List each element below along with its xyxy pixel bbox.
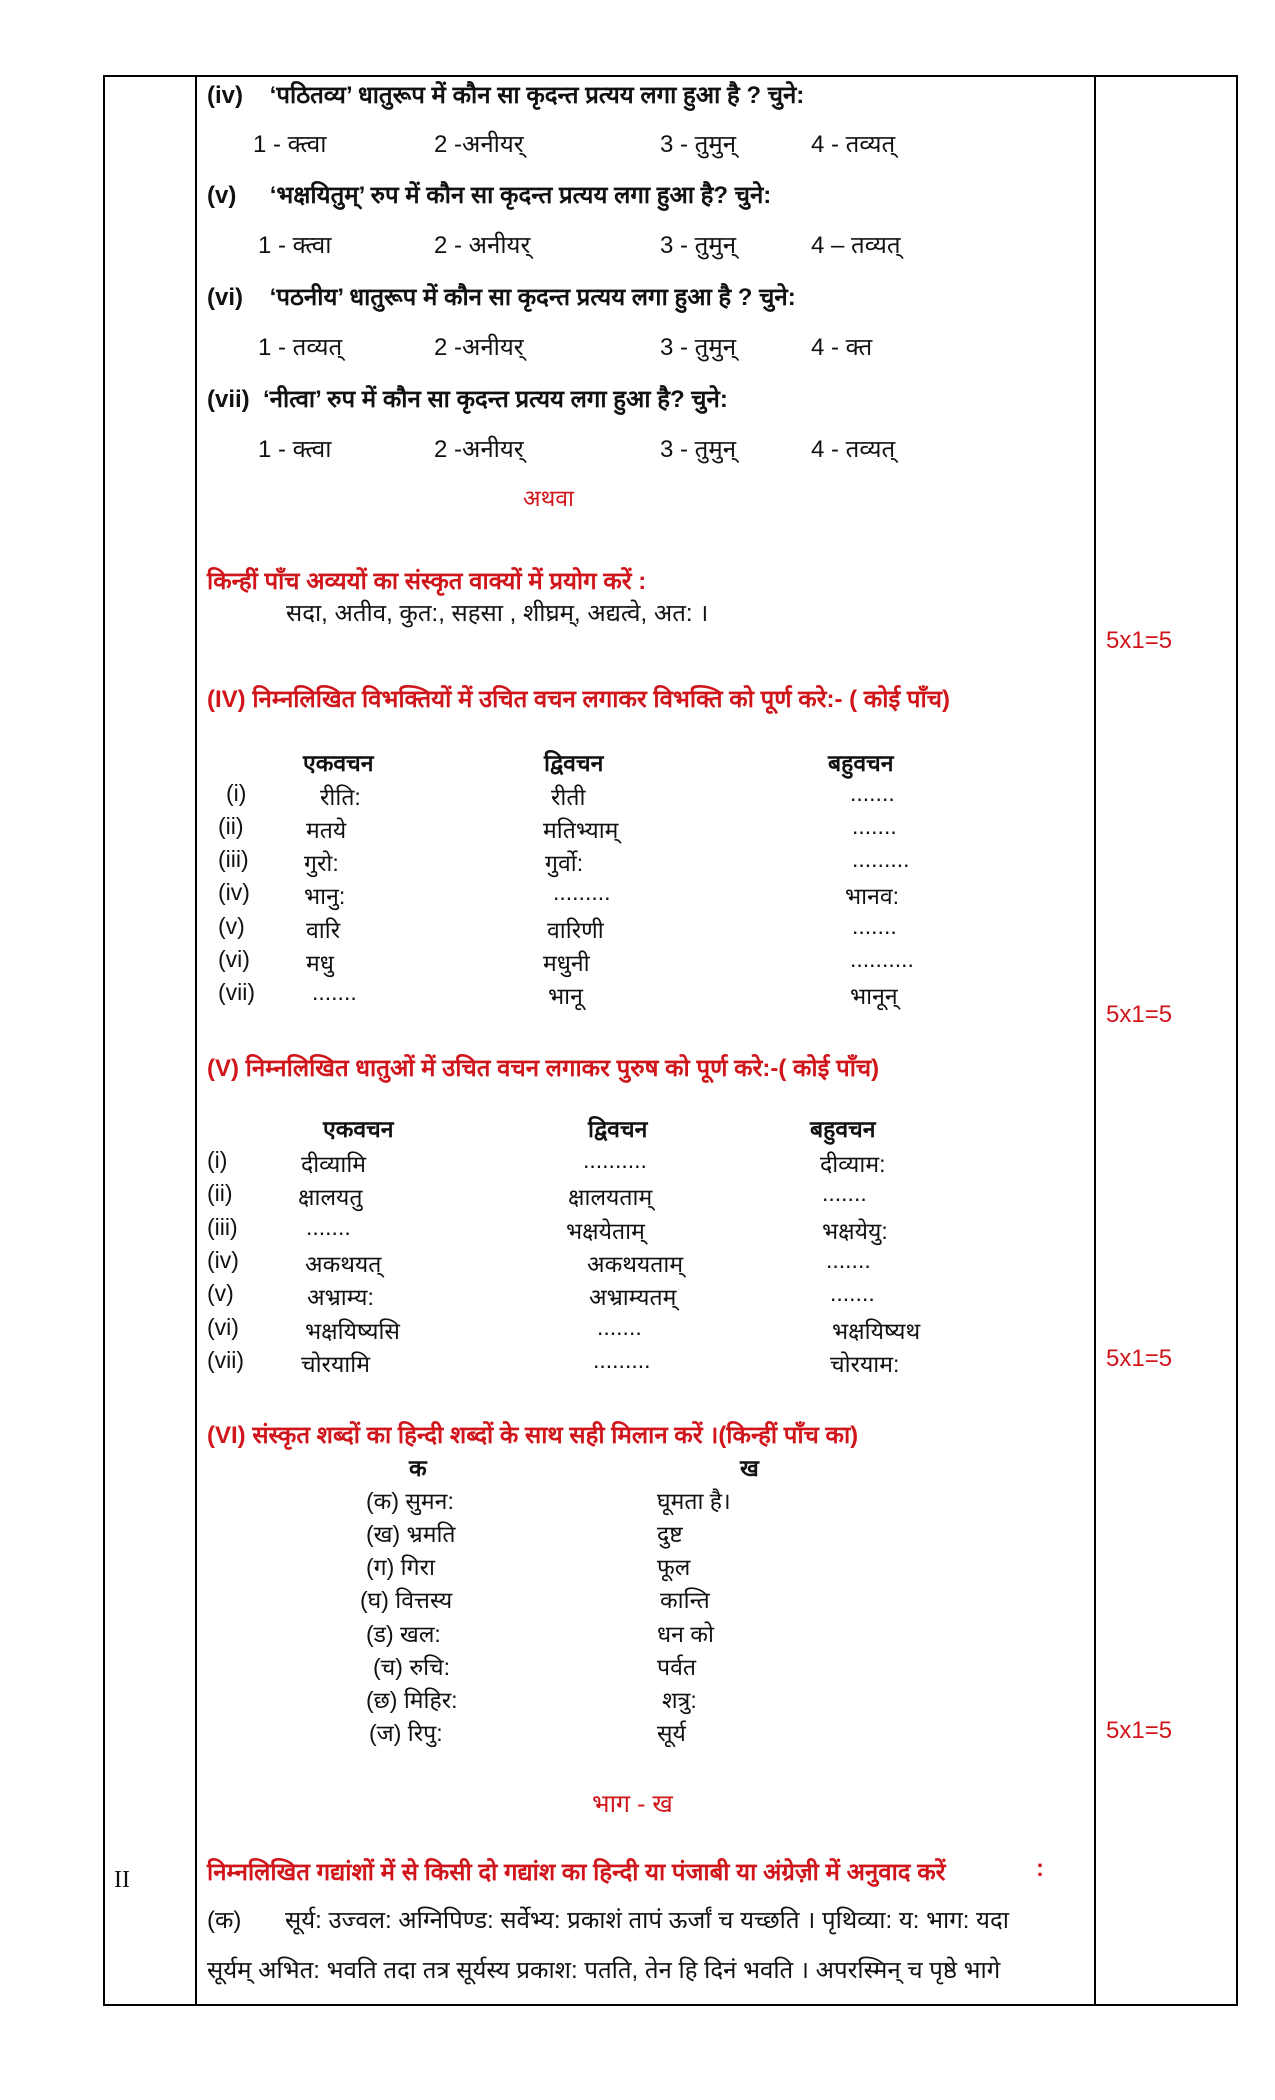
- mcq-question-iv: [207, 78, 804, 111]
- cell: मधु: [306, 950, 334, 976]
- match-term-sanskrit: (ग) गिरा: [366, 1554, 435, 1580]
- cell: दीव्याम:: [820, 1151, 886, 1177]
- mcq-option: 4 - तव्यत्: [811, 436, 896, 463]
- cell: .......: [852, 813, 897, 839]
- column-divider-left: [195, 75, 197, 2006]
- match-term-sanskrit: (क) सुमन:: [366, 1488, 454, 1514]
- cell: .......: [597, 1314, 642, 1340]
- mcq-question-vii: [207, 382, 728, 415]
- cell: अभ्राम्यतम्: [589, 1284, 677, 1310]
- row-number: (vi): [218, 946, 250, 972]
- cell: अकथयताम्: [587, 1251, 684, 1277]
- cell: भानून्: [850, 983, 898, 1009]
- mcq-option: 3 - तुमुन्: [660, 334, 737, 361]
- marks-label: 5x1=5: [1106, 1001, 1173, 1028]
- cell: गुर्वो:: [545, 850, 584, 876]
- mcq-option: 3 - तुमुन्: [660, 232, 737, 259]
- translation-heading-colon: :: [1036, 1855, 1044, 1882]
- passage-label: (क): [207, 1907, 242, 1934]
- match-term-hindi: फूल: [657, 1554, 691, 1580]
- cell: .......: [830, 1280, 875, 1306]
- cell: भक्षयिष्यथ: [832, 1318, 921, 1344]
- part-b-title: भाग - ख: [592, 1790, 673, 1818]
- match-term-hindi: शत्रु:: [662, 1687, 697, 1713]
- mcq-option: 2 -अनीयर्: [434, 436, 524, 463]
- cell: .......: [822, 1180, 867, 1206]
- match-term-sanskrit: (च) रुचि:: [373, 1654, 451, 1680]
- cell: .........: [593, 1347, 651, 1373]
- match-term-hindi: कान्ति: [660, 1587, 710, 1613]
- match-term-hindi: सूर्य: [657, 1720, 686, 1746]
- mcq-option: 1 - तव्यत्: [258, 334, 343, 361]
- match-term-hindi: दुष्ट: [657, 1521, 683, 1547]
- question-number: (vii): [207, 386, 250, 413]
- cell: क्षालयताम्: [568, 1184, 653, 1210]
- column-header-bahuvachan: बहुवचन: [810, 1116, 876, 1142]
- mcq-option: 1 - क्त्वा: [258, 436, 332, 463]
- match-term-sanskrit: (घ) वित्तस्य: [360, 1587, 453, 1613]
- mcq-question-v: [207, 178, 771, 211]
- purush-heading: (V) निम्नलिखित धातुओं में उचित वचन लगाकर पुरुष को पूर्ण करे:-( कोई पाँच): [207, 1055, 880, 1082]
- column-header-ka: क: [409, 1455, 427, 1481]
- section-number: II: [114, 1867, 130, 1893]
- column-header-kha: ख: [740, 1455, 759, 1481]
- cell: चोरयामि: [301, 1351, 370, 1377]
- match-term-hindi: घूमता है।: [657, 1488, 731, 1514]
- row-number: (ii): [218, 813, 244, 839]
- row-number: (v): [218, 913, 245, 939]
- match-term-sanskrit: (ड) खल:: [366, 1621, 441, 1647]
- row-number: (vii): [207, 1347, 245, 1373]
- cell: रीती: [551, 784, 586, 810]
- mcq-option: 2 -अनीयर्: [434, 334, 524, 361]
- mcq-option: 4 – तव्यत्: [811, 232, 901, 259]
- row-number: (vi): [207, 1314, 239, 1340]
- row-number: (iii): [218, 846, 249, 872]
- match-term-sanskrit: (ख) भ्रमति: [366, 1521, 456, 1547]
- cell: भक्षयेयु:: [822, 1218, 888, 1244]
- question-number: (iv): [207, 82, 243, 109]
- cell: ..........: [850, 946, 914, 972]
- row-number: (iii): [207, 1214, 238, 1240]
- marks-label: 5x1=5: [1106, 1345, 1173, 1372]
- cell: ..........: [583, 1147, 647, 1173]
- row-number: (v): [207, 1280, 234, 1306]
- cell: भानू: [548, 983, 583, 1009]
- column-header-bahuvachan: बहुवचन: [828, 750, 894, 776]
- column-divider-right: [1094, 75, 1096, 2006]
- row-number: (vii): [218, 979, 256, 1005]
- cell: दीव्यामि: [301, 1151, 367, 1177]
- cell: मतये: [306, 817, 347, 843]
- row-number: (i): [207, 1147, 228, 1173]
- column-header-dvivachan: द्विवचन: [544, 750, 604, 776]
- column-header-ekavachan: एकवचन: [303, 750, 374, 776]
- column-header-ekavachan: एकवचन: [323, 1116, 394, 1142]
- athava-divider: अथवा: [523, 485, 575, 511]
- cell: रीति:: [320, 784, 361, 810]
- passage-line: सूर्यम् अभित: भवति तदा तत्र सूर्यस्य प्रकाश: पतति, तेन हि दिनं भवति । अपरस्मिन् च पृष्ठे भागे: [207, 1957, 1001, 1984]
- matching-heading: (VI) संस्कृत शब्दों का हिन्दी शब्दों के साथ सही मिलान करें ।(किन्हीं पाँच का): [207, 1422, 859, 1449]
- mcq-option: 1 - क्त्वा: [258, 232, 332, 259]
- match-term-sanskrit: (छ) मिहिर:: [366, 1687, 458, 1713]
- cell: .........: [852, 846, 910, 872]
- cell: .......: [826, 1247, 871, 1273]
- passage-line: सूर्य: उज्वल: अग्निपिण्ड: सर्वेभ्य: प्रकाशं तापं ऊर्जां च यच्छति । पृथिव्या: य: भाग: यदा: [285, 1907, 1009, 1934]
- vibhakti-heading: (IV) निम्नलिखित विभक्तियों में उचित वचन लगाकर विभक्ति को पूर्ण करे:- ( कोई पाँच): [207, 686, 950, 713]
- cell: .......: [850, 780, 895, 806]
- cell: भानव:: [845, 883, 900, 909]
- mcq-option: 1 - क्त्वा: [253, 131, 327, 158]
- cell: वारिणी: [547, 917, 604, 943]
- cell: वारि: [306, 917, 341, 943]
- avyaya-heading: किन्हीं पाँच अव्ययों का संस्कृत वाक्यों में प्रयोग करें :: [207, 568, 647, 595]
- cell: मधुनी: [543, 950, 590, 976]
- mcq-option: 4 - क्त: [811, 334, 873, 361]
- match-term-hindi: पर्वत: [657, 1654, 696, 1680]
- cell: भानु:: [304, 883, 346, 909]
- marks-label: 5x1=5: [1106, 1717, 1173, 1744]
- avyaya-words: सदा, अतीव, कुत:, सहसा , शीघ्रम्, अद्यत्वे, अत: ।: [286, 600, 709, 627]
- row-number: (iv): [218, 879, 250, 905]
- row-number: (i): [226, 780, 247, 806]
- mcq-option: 3 - तुमुन्: [660, 131, 737, 158]
- cell: .......: [306, 1214, 351, 1240]
- cell: गुरो:: [304, 850, 339, 876]
- row-number: (iv): [207, 1247, 239, 1273]
- column-header-dvivachan: द्विवचन: [588, 1116, 648, 1142]
- question-number: (v): [207, 182, 237, 209]
- cell: अभ्राम्य:: [307, 1284, 374, 1310]
- cell: मतिभ्याम्: [543, 817, 619, 843]
- cell: भक्षयेताम्: [566, 1218, 645, 1244]
- marks-label: 5x1=5: [1106, 627, 1173, 654]
- question-text: ‘भक्षयितुम्’ रुप में कौन सा कृदन्त प्रत्यय लगा हुआ है? चुने:: [269, 182, 772, 209]
- cell: भक्षयिष्यसि: [305, 1318, 400, 1344]
- mcq-option: 2 - अनीयर्: [434, 232, 531, 259]
- question-text: ‘नीत्वा’ रुप में कौन सा कृदन्त प्रत्यय लगा हुआ है? चुने:: [263, 386, 728, 413]
- cell: .......: [852, 913, 897, 939]
- cell: चोरयाम:: [830, 1351, 900, 1377]
- row-number: (ii): [207, 1180, 233, 1206]
- question-text: ‘पठितव्य’ धातुरूप में कौन सा कृदन्त प्रत्यय लगा हुआ है ? चुने:: [269, 82, 805, 109]
- match-term-hindi: धन को: [657, 1621, 714, 1647]
- cell: .......: [312, 979, 357, 1005]
- cell: .........: [553, 879, 611, 905]
- mcq-option: 4 - तव्यत्: [811, 131, 896, 158]
- cell: क्षालयतु: [298, 1184, 363, 1210]
- mcq-option: 2 -अनीयर्: [434, 131, 524, 158]
- translation-heading: निम्नलिखित गद्यांशों में से किसी दो गद्यांश का हिन्दी या पंजाबी या अंग्रेज़ी में अनुवाद करें: [207, 1859, 946, 1886]
- question-text: ‘पठनीय’ धातुरूप में कौन सा कृदन्त प्रत्यय लगा हुआ है ? चुने:: [269, 284, 796, 311]
- cell: अकथयत्: [305, 1251, 382, 1277]
- match-term-sanskrit: (ज) रिपु:: [369, 1720, 443, 1746]
- mcq-question-vi: [207, 280, 796, 313]
- question-number: (vi): [207, 284, 243, 311]
- mcq-option: 3 - तुमुन्: [660, 436, 737, 463]
